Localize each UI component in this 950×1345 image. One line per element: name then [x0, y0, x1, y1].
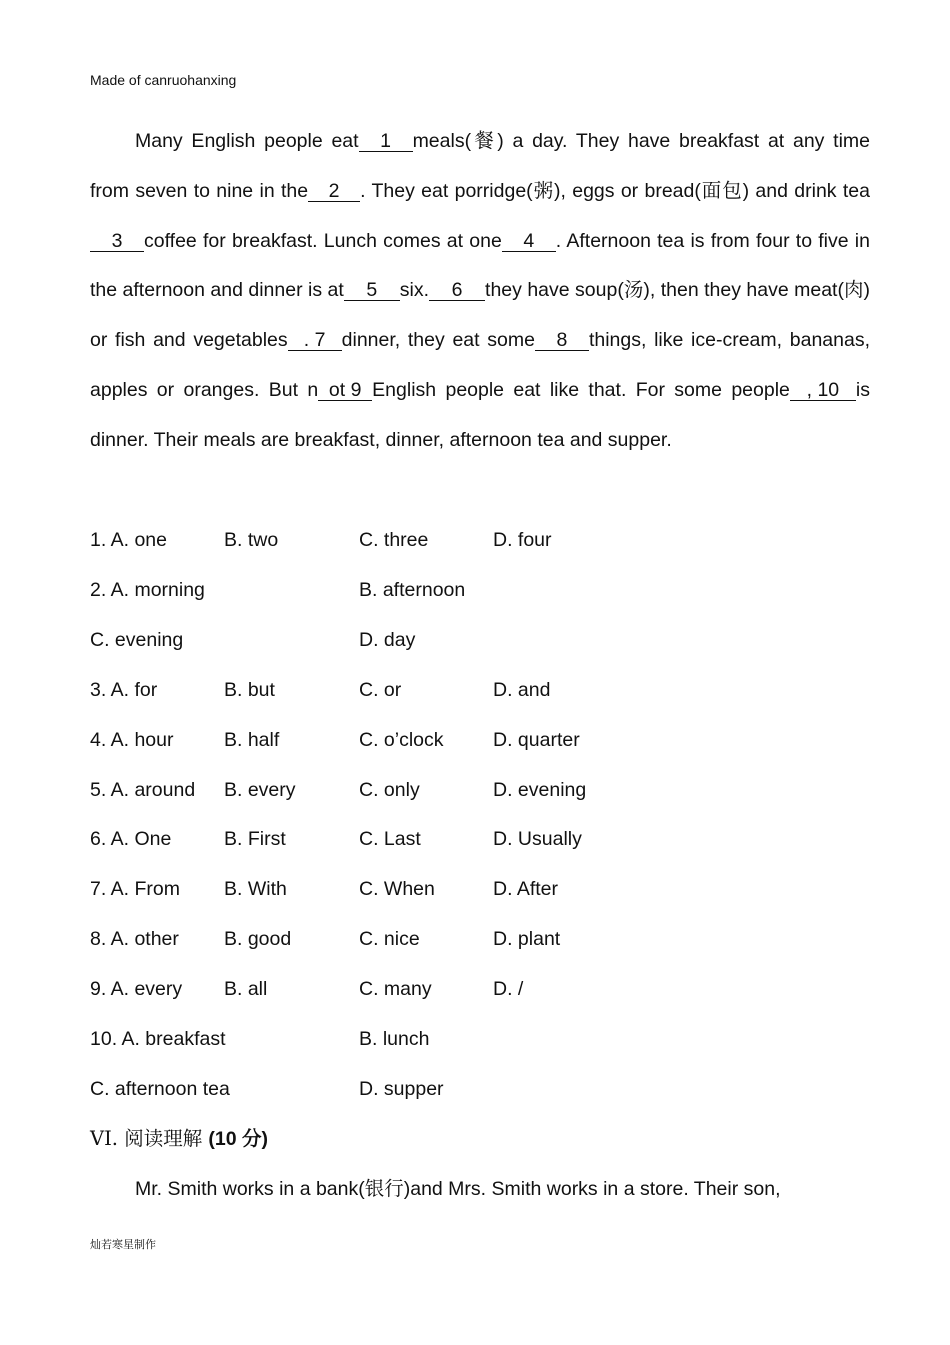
- answer-option: 7. A. From: [90, 878, 180, 901]
- question-row: [90, 1024, 870, 1054]
- answer-option: 1. A. one: [90, 529, 167, 551]
- question-row: [90, 725, 870, 755]
- answer-option: D. /: [493, 978, 524, 1001]
- passage-text: is dinner. Their meals are breakfast, dinner, afternoon tea and supper.: [90, 378, 870, 451]
- page-header: Made of canruohanxing: [90, 72, 237, 88]
- answer-option: C. nice: [359, 928, 420, 951]
- answer-option: C. many: [359, 978, 432, 1001]
- blank-4: 4: [502, 231, 556, 252]
- answer-option: 4. A. hour: [90, 728, 174, 751]
- answer-option: 10. A. breakfast: [90, 1028, 226, 1050]
- answer-option: C. only: [359, 778, 420, 801]
- answer-option: 8. A. other: [90, 928, 179, 951]
- question-row: [90, 525, 870, 555]
- blank-3: 3: [90, 231, 144, 252]
- passage-text: . Afternoon tea is from four to five in the afternoon and dinner is at: [90, 229, 870, 302]
- question-row: [90, 575, 870, 605]
- passage-text: coffee for breakfast. Lunch comes at one: [144, 229, 502, 252]
- section-title: 阅读理解: [124, 1127, 203, 1150]
- passage-text: English people eat like that. For some people: [372, 378, 790, 401]
- answer-option: C. or: [359, 678, 402, 701]
- answer-option: C. afternoon tea: [90, 1077, 230, 1100]
- answer-option: B. lunch: [359, 1028, 430, 1050]
- passage-text: dinner, they eat some: [341, 329, 535, 352]
- question-row: [90, 1074, 870, 1104]
- question-row: [90, 974, 870, 1004]
- answer-option: B. First: [224, 828, 286, 851]
- answer-option: D. evening: [493, 778, 587, 801]
- answer-option: B. two: [224, 529, 279, 551]
- answer-option: B. good: [224, 928, 292, 951]
- answer-option: D. Usually: [493, 828, 582, 851]
- answer-option: C. evening: [90, 628, 184, 651]
- blank-10: , 10: [790, 380, 856, 401]
- answer-option: B. but: [224, 678, 275, 701]
- passage-text: they have soup(汤), then they have meat(肉) or fish and vegetables: [90, 279, 870, 352]
- answer-option: B. every: [224, 778, 296, 801]
- question-row: [90, 824, 870, 854]
- passage-text: six.: [399, 279, 430, 302]
- answer-option: 3. A. for: [90, 678, 158, 701]
- passage-text: . They eat porridge(粥), eggs or bread(面包) and drink tea: [360, 179, 870, 202]
- blank-1: 1: [359, 131, 413, 152]
- answer-option: C. three: [359, 529, 429, 551]
- answer-option: B. With: [224, 878, 287, 901]
- question-row: [90, 874, 870, 904]
- answer-option: 2. A. morning: [90, 578, 205, 601]
- answer-option: C. o’clock: [359, 728, 444, 751]
- answer-option: 6. A. One: [90, 828, 172, 851]
- blank-5: 5: [344, 280, 400, 301]
- blank-2: 2: [308, 181, 360, 202]
- cloze-passage: [90, 117, 870, 466]
- answer-option: 5. A. around: [90, 778, 196, 801]
- answer-option: B. half: [224, 728, 280, 751]
- answer-option: D. quarter: [493, 728, 580, 751]
- answer-option: C. Last: [359, 828, 421, 851]
- page-footer: 灿若寒星制作: [90, 1239, 156, 1251]
- blank-9: ot 9: [318, 380, 372, 401]
- passage-text: Many English people eat: [135, 130, 359, 152]
- reading-passage: [90, 1165, 870, 1215]
- answer-option: 9. A. every: [90, 978, 183, 1001]
- answer-option: D. plant: [493, 928, 561, 951]
- answer-option: D. supper: [359, 1077, 444, 1100]
- section-number: VI.: [90, 1127, 118, 1150]
- blank-6: 6: [429, 280, 485, 301]
- answer-option: B. afternoon: [359, 578, 466, 601]
- question-row: [90, 675, 870, 705]
- blank-7: . 7: [288, 330, 342, 351]
- question-row: [90, 924, 870, 954]
- answer-option: B. all: [224, 978, 268, 1001]
- answer-option: D. After: [493, 878, 559, 901]
- answer-option: D. four: [493, 529, 552, 551]
- answer-option: D. and: [493, 678, 551, 701]
- question-row: [90, 625, 870, 655]
- passage-text: meals(餐) a day. They have breakfast at any time from seven to nine in the: [90, 130, 871, 202]
- section-heading: [90, 1124, 268, 1154]
- passage2-text: Mr. Smith works in a bank(银行)and Mrs. Smith works in a store. Their son,: [135, 1178, 781, 1200]
- question-row: [90, 775, 870, 805]
- passage-text: things, like ice-cream, bananas, apples or oranges. But n: [90, 329, 870, 401]
- answer-option: D. day: [359, 628, 416, 651]
- answer-option: C. When: [359, 878, 435, 901]
- section-score: (10 分): [208, 1128, 269, 1150]
- blank-8: 8: [535, 330, 589, 351]
